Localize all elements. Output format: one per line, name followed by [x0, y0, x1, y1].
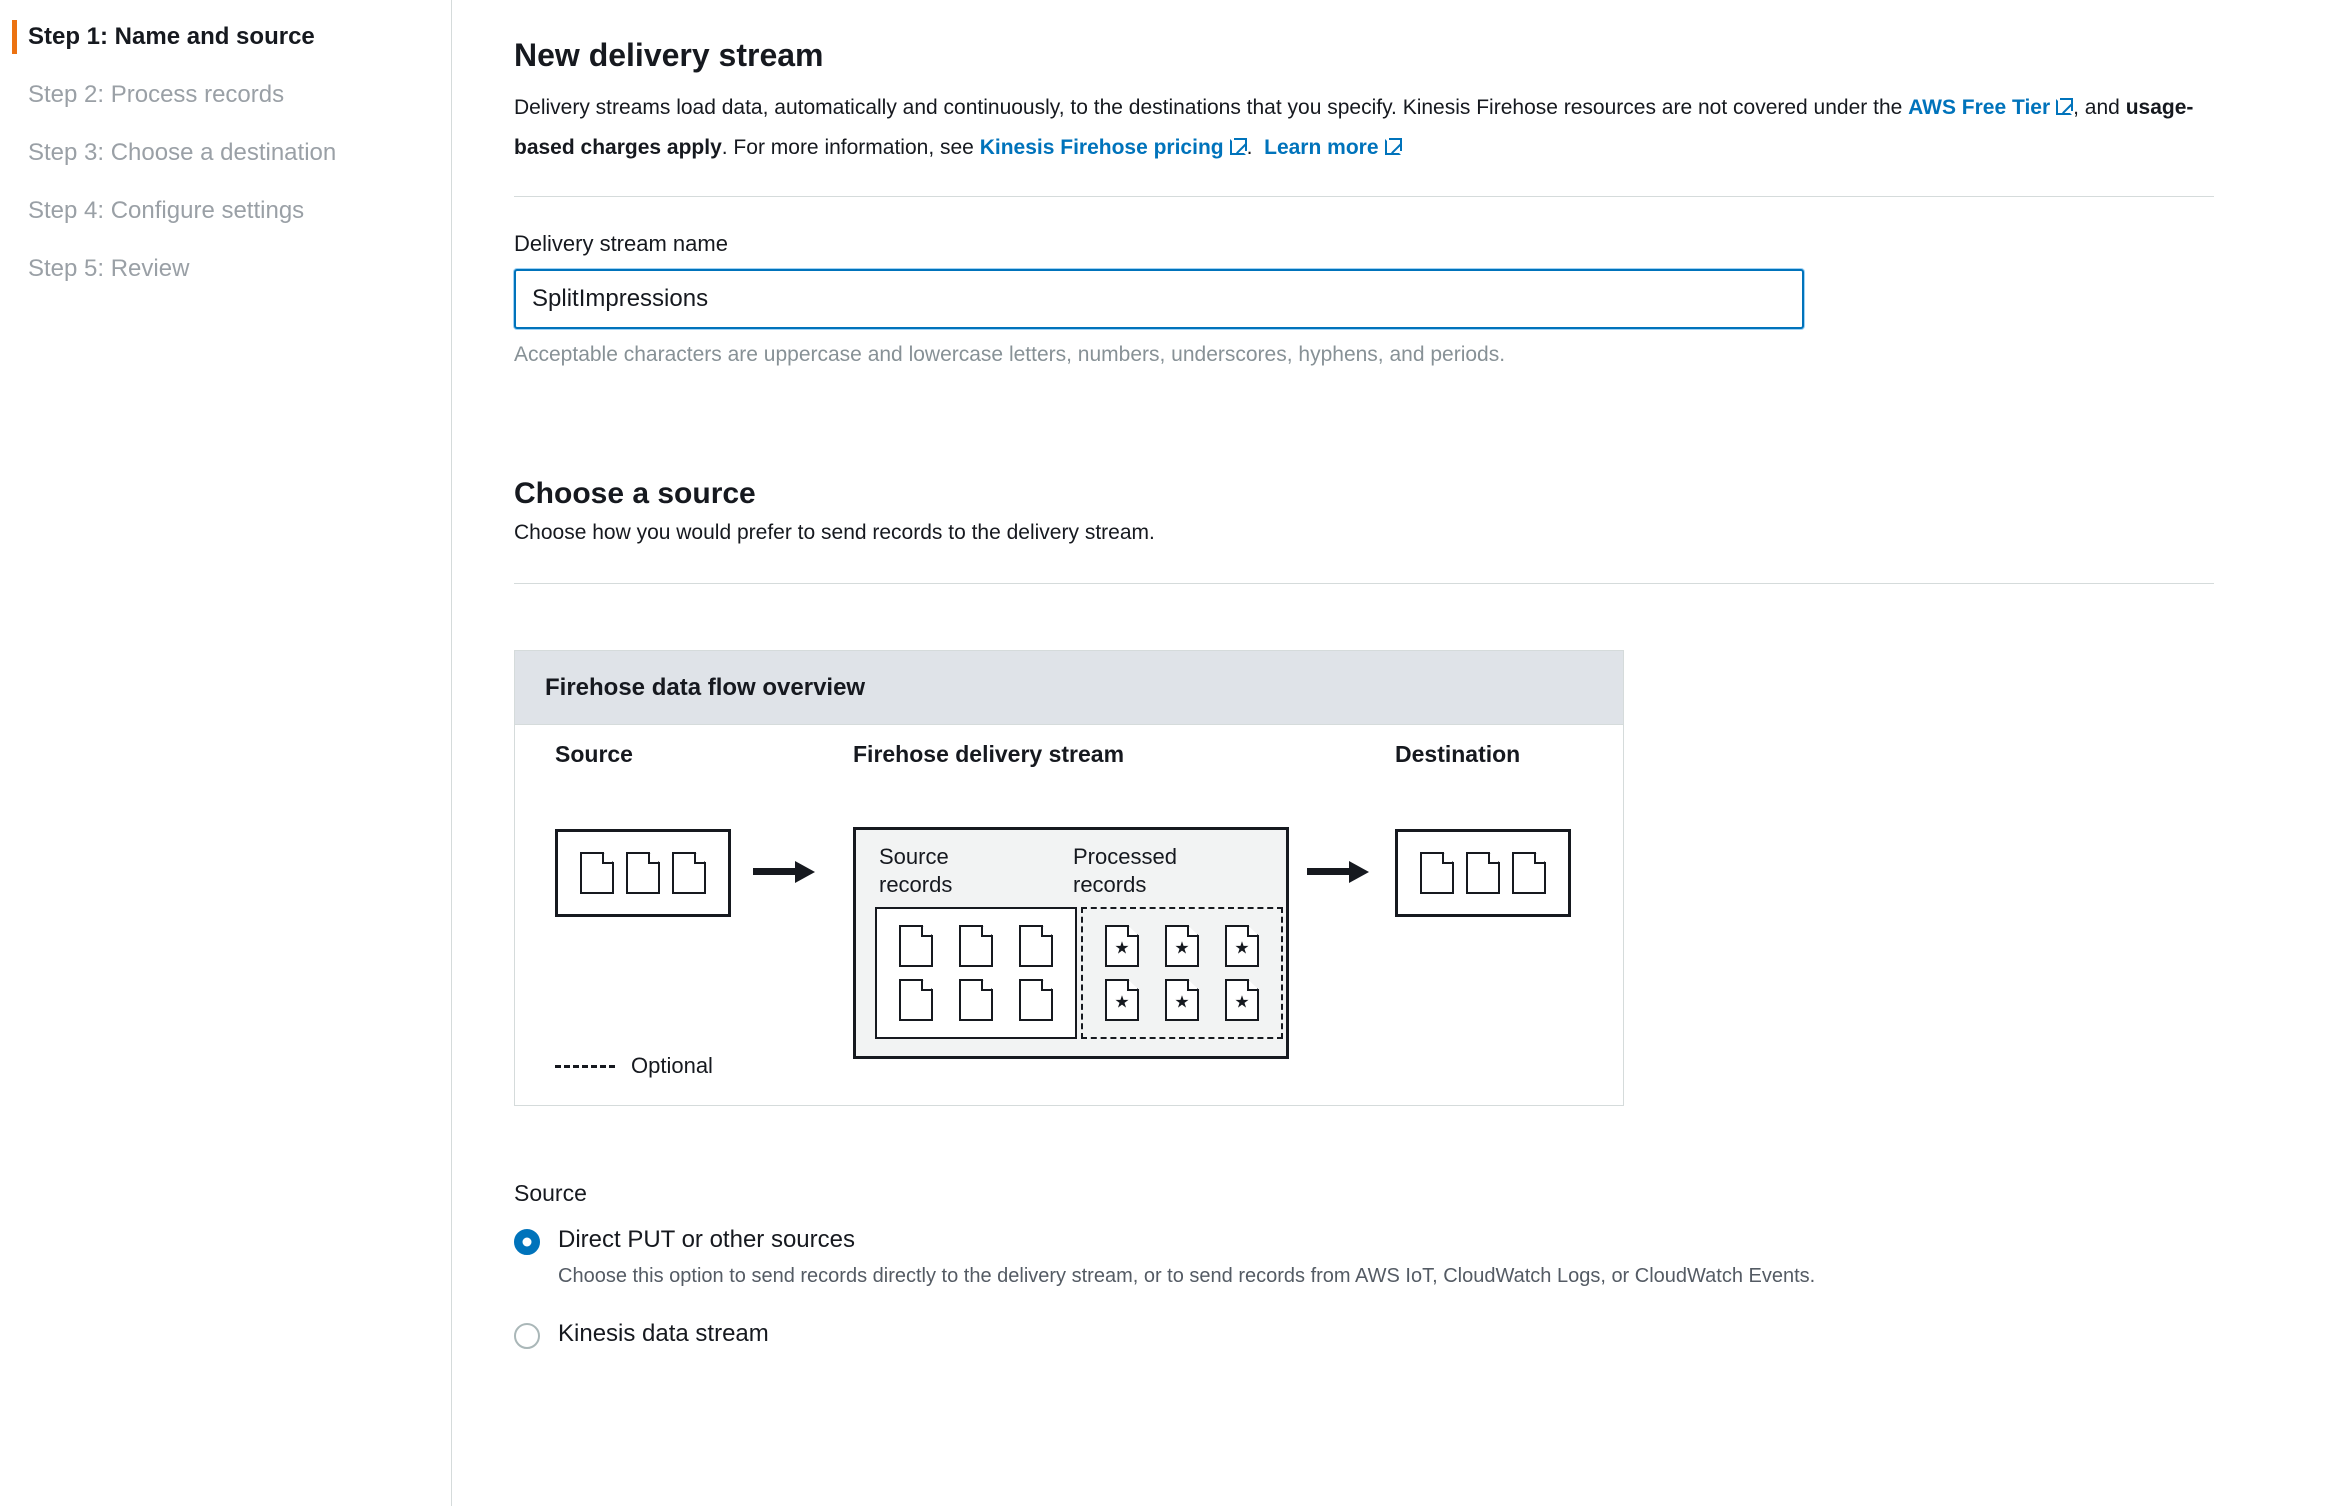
document-icon: [626, 852, 660, 894]
intro-text-part3: . For more information, see: [721, 136, 980, 159]
sidebar-item-label: Step 2: Process records: [28, 81, 285, 108]
diagram-source-records-group: [875, 907, 1077, 1039]
external-link-icon: [2056, 98, 2073, 115]
source-option-direct-put[interactable]: [514, 1223, 2234, 1289]
optional-legend-label: Optional: [631, 1053, 713, 1078]
external-link-icon: [1385, 138, 1402, 155]
document-icon: [1019, 925, 1053, 967]
diagram-source-title: Source: [555, 741, 633, 767]
delivery-stream-name-input[interactable]: [514, 269, 1804, 329]
intro-text-part4: .: [1246, 136, 1253, 159]
sidebar-item-label: Step 5: Review: [28, 255, 190, 282]
sidebar-item-step-1[interactable]: [0, 8, 451, 66]
sidebar-item-step-3[interactable]: [0, 124, 451, 182]
document-star-icon: ★: [1105, 925, 1139, 967]
main-content: [452, 0, 2352, 1506]
source-option-kinesis-data-stream[interactable]: [514, 1317, 2234, 1351]
sidebar-item-step-5[interactable]: [0, 240, 451, 298]
intro-text-part2: , and: [2073, 96, 2126, 119]
document-star-icon: ★: [1225, 979, 1259, 1021]
diagram-processed-records-label: Processed records: [1073, 844, 1177, 897]
radio-kinesis-data-stream[interactable]: [514, 1323, 540, 1349]
diagram-processed-records-group: [1081, 907, 1283, 1039]
dashed-line-icon: [555, 1065, 615, 1068]
diagram-source-box: [555, 829, 731, 917]
kinesis-firehose-pricing-link-label: Kinesis Firehose pricing: [979, 136, 1224, 159]
document-icon: [672, 852, 706, 894]
firehose-data-flow-diagram: [514, 650, 1624, 1106]
diagram-body: [515, 725, 1623, 1105]
document-star-icon: ★: [1225, 925, 1259, 967]
delivery-stream-name-label: Delivery stream name: [514, 231, 728, 256]
diagram-destination-title: Destination: [1395, 741, 1521, 767]
diagram-destination-box: [1395, 829, 1571, 917]
diagram-title: Firehose data flow overview: [515, 651, 1623, 725]
divider: [514, 583, 2214, 584]
sidebar-item-step-2[interactable]: [0, 66, 451, 124]
document-icon: [1019, 979, 1053, 1021]
radio-direct-put[interactable]: [514, 1229, 540, 1255]
intro-paragraph: [514, 88, 2214, 168]
usage-charges-text: usage-based charges apply: [514, 96, 2194, 159]
document-icon: [959, 925, 993, 967]
diagram-source-records-label: Source records: [879, 844, 953, 897]
learn-more-link-label: Learn more: [1264, 136, 1379, 159]
sidebar-item-label: Step 1: Name and source: [28, 23, 315, 50]
page-title: New delivery stream: [514, 37, 824, 73]
document-icon: [580, 852, 614, 894]
intro-text-part1: Delivery streams load data, automatically and continuously, to the destinations that you specify. Kinesis Firehose resources are not covered under the: [514, 96, 1909, 119]
sidebar-item-label: Step 3: Choose a destination: [28, 139, 337, 166]
diagram-optional-legend: [555, 1053, 713, 1079]
choose-a-source-subtitle: Choose how you would prefer to send records to the delivery stream.: [514, 521, 1155, 544]
document-star-icon: ★: [1165, 925, 1199, 967]
diagram-stream-title: Firehose delivery stream: [853, 741, 1125, 767]
document-icon: [1466, 852, 1500, 894]
external-link-icon: [1230, 138, 1247, 155]
arrow-right-icon: [1307, 861, 1369, 881]
choose-a-source-heading: Choose a source: [514, 477, 756, 510]
source-field-label: Source: [514, 1180, 587, 1206]
arrow-right-icon: [753, 861, 815, 881]
document-icon: [1420, 852, 1454, 894]
delivery-stream-name-hint: Acceptable characters are uppercase and lowercase letters, numbers, underscores, hyphens, and periods.: [514, 343, 1506, 366]
kinesis-firehose-pricing-link[interactable]: [980, 136, 1247, 159]
aws-free-tier-link[interactable]: [1908, 96, 2073, 119]
document-icon: [1512, 852, 1546, 894]
learn-more-link[interactable]: [1264, 136, 1401, 159]
sidebar-item-step-4[interactable]: [0, 182, 451, 240]
document-star-icon: ★: [1165, 979, 1199, 1021]
wizard-sidebar: [0, 0, 452, 1506]
source-option-direct-put-label: Direct PUT or other sources: [558, 1226, 855, 1253]
source-option-direct-put-description: Choose this option to send records directly to the delivery stream, or to send records from AWS IoT, CloudWatch Logs, or CloudWatch Events.: [558, 1265, 1816, 1287]
sidebar-item-label: Step 4: Configure settings: [28, 197, 305, 224]
document-icon: [899, 979, 933, 1021]
divider: [514, 196, 2214, 197]
document-icon: [959, 979, 993, 1021]
aws-free-tier-link-label: AWS Free Tier: [1908, 96, 2051, 119]
document-icon: [899, 925, 933, 967]
document-star-icon: ★: [1105, 979, 1139, 1021]
source-option-kinesis-data-stream-label: Kinesis data stream: [558, 1320, 769, 1347]
